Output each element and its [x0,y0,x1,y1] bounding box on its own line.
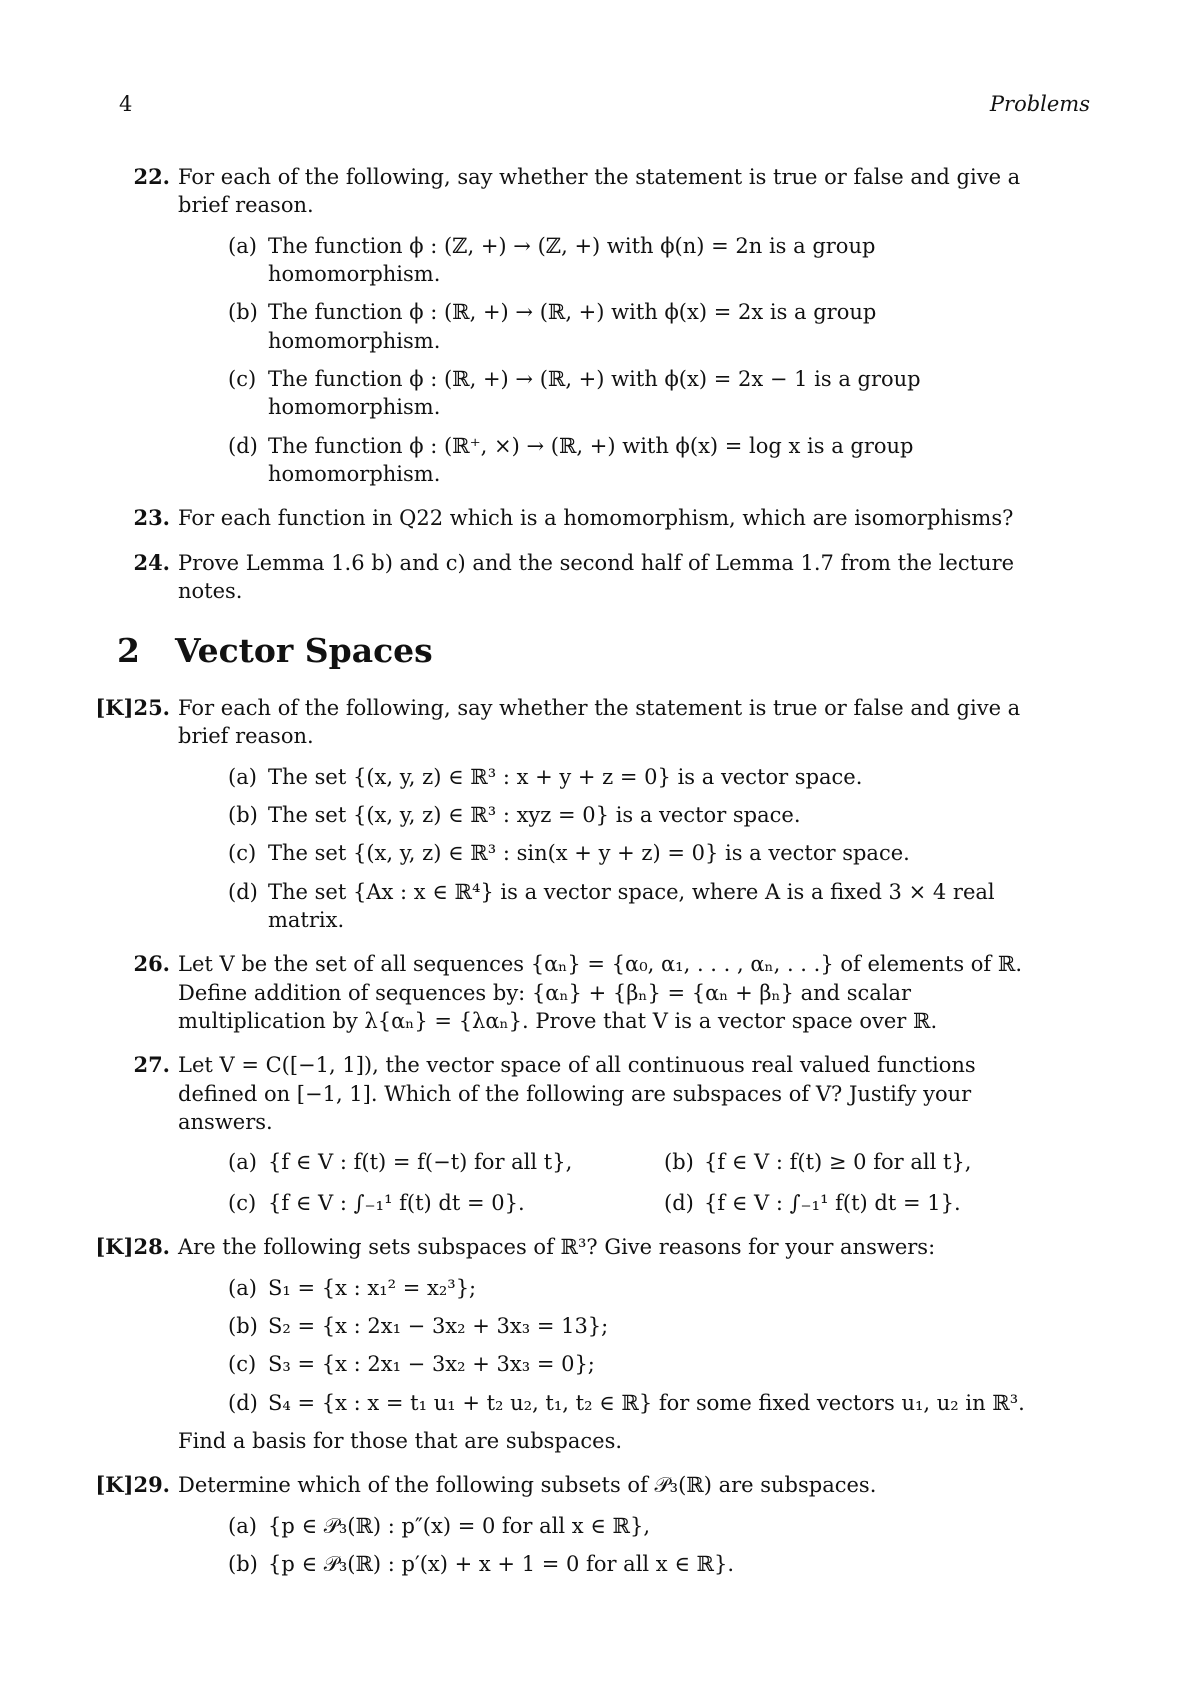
part-text: {f ∈ V : f(t) = f(−t) for all t}, [268,1150,573,1175]
problem-text: Let V be the set of all sequences {αₙ} = {α₀, α₁, . . . , αₙ, . . .} of elements of ℝ. Define addition of sequences by: {αₙ} + {βₙ} = {αₙ + βₙ} and scalar multiplication by λ{αₙ} = {λαₙ}. Prove that V is a vector space over ℝ. [178,952,1023,1034]
section-title: Vector Spaces [175,631,433,671]
part-label: (c) [228,841,257,866]
section-heading [117,629,1050,674]
part-text: The set {(x, y, z) ∈ ℝ³ : xyz = 0} is a vector space. [268,803,801,828]
problem-text: Prove Lemma 1.6 b) and c) and the second half of Lemma 1.7 from the lecture notes. [178,550,1015,604]
part-c [228,839,1050,867]
part-c [228,365,1050,422]
part-b [664,1148,1084,1176]
part-label: (a) [228,764,257,789]
problem-text: For each of the following, say whether the statement is true or false and give a brief reason. [178,165,1021,218]
part-a [228,1148,664,1176]
problem-parts [178,1274,1050,1417]
part-text: {f ∈ V : ∫₋₁¹ f(t) dt = 0}. [268,1190,525,1215]
part-text: S₄ = {x : x = t₁ u₁ + t₂ u₂, t₁, t₂ ∈ ℝ} for some fixed vectors u₁, u₂ in ℝ³. [268,1390,1025,1415]
part-a [228,763,1050,791]
part-b [228,1550,1050,1578]
part-label: (a) [228,1150,257,1175]
problem-24 [90,549,1050,606]
part-d [228,432,1050,489]
problem-25 [90,694,1050,934]
problem-27 [90,1051,1050,1217]
page-number: 4 [119,92,133,116]
problem-29 [90,1471,1050,1578]
problem-text: Determine which of the following subsets of 𝒫₃(ℝ) are subspaces. [178,1473,877,1498]
part-label: (d) [664,1190,694,1215]
part-label: (c) [228,1352,257,1377]
problem-parts-grid [178,1148,1050,1217]
problem-number: 24. [133,549,170,575]
part-text: {f ∈ V : ∫₋₁¹ f(t) dt = 1}. [704,1190,961,1215]
problem-number: 27. [133,1052,170,1078]
problem-number: 22. [133,164,170,189]
problem-28 [90,1233,1050,1455]
problem-parts [178,763,1050,935]
problem-followup-text: Find a basis for those that are subspaces. [178,1428,623,1453]
problem-22 [90,163,1050,488]
problem-number: 26. [133,951,170,977]
problem-26 [90,950,1050,1035]
problem-text: For each function in Q22 which is a homomorphism, which are isomorphisms? [178,506,1014,531]
problem-text: Let V = C([−1, 1]), the vector space of all continuous real valued functions defined on [−1, 1]. Which of the following are subspaces of V? Justify your answers. [178,1053,976,1135]
part-text: S₂ = {x : 2x₁ − 3x₂ + 3x₃ = 13}; [268,1313,609,1338]
part-a [228,232,1050,289]
part-label: (c) [228,1190,257,1215]
part-label: (a) [228,233,257,258]
problem-number: [K]25. [95,695,170,721]
part-text: The function ϕ : (ℝ⁺, ×) → (ℝ, +) with ϕ(x) = log x is a group homomorphism. [268,433,914,487]
part-text: The function ϕ : (ℝ, +) → (ℝ, +) with ϕ(x) = 2x is a group homomorphism. [268,300,877,353]
part-label: (d) [228,879,258,904]
part-label: (b) [228,1551,258,1576]
problem-text: Are the following sets subspaces of ℝ³? Give reasons for your answers: [178,1235,936,1260]
problem-23 [90,504,1050,532]
part-b [228,1312,1050,1340]
page-content [90,163,1050,1594]
part-text: {p ∈ 𝒫₃(ℝ) : p″(x) = 0 for all x ∈ ℝ}, [268,1513,651,1538]
part-text: The set {(x, y, z) ∈ ℝ³ : sin(x + y + z) = 0} is a vector space. [268,841,910,866]
part-text: The set {(x, y, z) ∈ ℝ³ : x + y + z = 0} is a vector space. [268,764,863,789]
part-a [228,1274,1050,1302]
part-text: {f ∈ V : f(t) ≥ 0 for all t}, [704,1150,972,1175]
part-b [228,801,1050,829]
part-label: (b) [228,300,258,325]
problem-number: 23. [133,505,170,531]
part-d [228,1389,1050,1417]
problem-text: For each of the following, say whether the statement is true or false and give a brief reason. [178,696,1021,749]
problem-parts [178,232,1050,489]
problem-parts [178,1512,1050,1579]
part-text: The function ϕ : (ℤ, +) → (ℤ, +) with ϕ(n) = 2n is a group homomorphism. [268,233,876,287]
part-text: The set {Ax : x ∈ ℝ⁴} is a vector space, where A is a fixed 3 × 4 real matrix. [268,879,995,933]
part-label: (b) [664,1150,694,1175]
part-text: S₃ = {x : 2x₁ − 3x₂ + 3x₃ = 0}; [268,1352,595,1377]
problem-number: [K]29. [95,1472,170,1498]
part-text: The function ϕ : (ℝ, +) → (ℝ, +) with ϕ(x) = 2x − 1 is a group homomorphism. [268,367,921,420]
part-label: (b) [228,1313,258,1338]
section-number: 2 [117,631,140,671]
part-label: (b) [228,803,258,828]
part-d [228,878,1050,935]
part-label: (d) [228,1390,258,1415]
running-title: Problems [989,92,1090,116]
part-label: (d) [228,433,258,458]
part-label: (a) [228,1275,257,1300]
part-d [664,1189,1084,1217]
part-text: {p ∈ 𝒫₃(ℝ) : p′(x) + x + 1 = 0 for all x ∈ ℝ}. [268,1551,735,1576]
part-a [228,1512,1050,1540]
part-text: S₁ = {x : x₁² = x₂³}; [268,1275,477,1300]
problem-number: [K]28. [95,1234,170,1260]
part-label: (a) [228,1513,257,1538]
part-c [228,1350,1050,1378]
part-c [228,1189,664,1217]
part-b [228,298,1050,355]
part-label: (c) [228,367,257,392]
